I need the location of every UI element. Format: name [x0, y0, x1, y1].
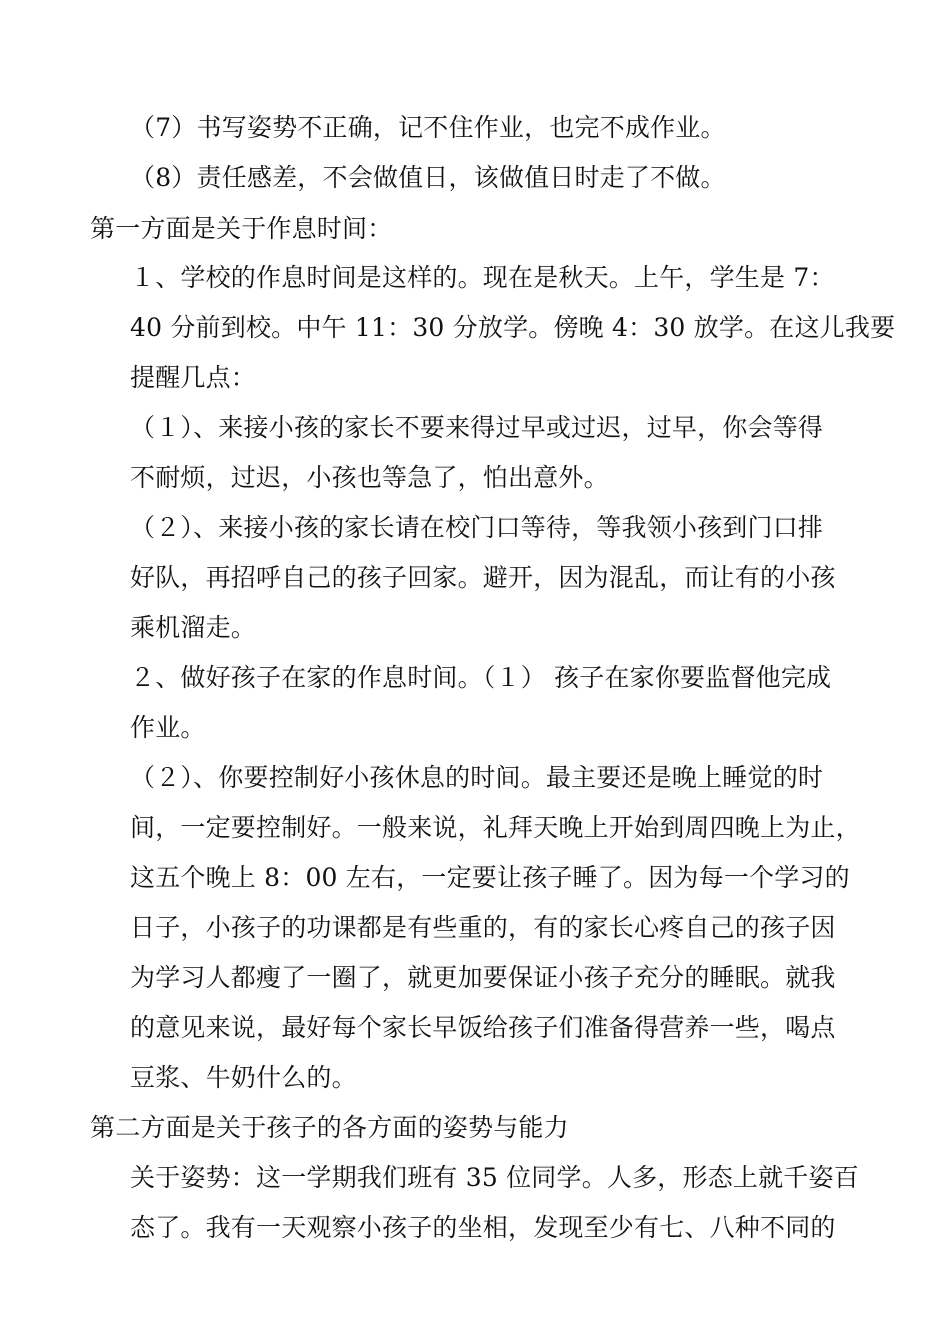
text-line: （１）、来接小孩的家长不要来得过早或过迟，过早，你会等得	[130, 413, 824, 442]
text-line: 好队，再招呼自己的孩子回家。避开，因为混乱，而让有的小孩	[130, 563, 836, 592]
text-line: 这五个晚上 8：00 左右，一定要让孩子睡了。因为每一个学习的	[130, 863, 850, 892]
text-line: （２）、来接小孩的家长请在校门口等待，等我领小孩到门口排	[130, 513, 824, 542]
section-heading: 第一方面是关于作息时间：	[90, 214, 393, 243]
text-line: 豆浆、牛奶什么的。	[130, 1063, 357, 1092]
text-line: 提醒几点：	[130, 363, 257, 392]
text-line: 的意见来说，最好每个家长早饭给孩子们准备得营养一些，喝点	[130, 1013, 836, 1042]
text-line: 为学习人都瘦了一圈了，就更加要保证小孩子充分的睡眠。就我	[130, 963, 836, 992]
text-line: 日子，小孩子的功课都是有些重的，有的家长心疼自己的孩子因	[130, 913, 836, 942]
text-line: 间，一定要控制好。一般来说，礼拜天晚上开始到周四晚上为止，	[130, 813, 861, 842]
text-line: 40 分前到校。中午 11：30 分放学。傍晚 4：30 放学。在这儿我要	[130, 313, 896, 342]
text-line: 乘机溜走。	[130, 613, 257, 642]
text-line: 不耐烦，过迟，小孩也等急了，怕出意外。	[130, 463, 609, 492]
text-line: 作业。	[130, 713, 206, 742]
text-line: 关于姿势：这一学期我们班有 35 位同学。人多，形态上就千姿百	[130, 1163, 859, 1192]
text-line: （２）、你要控制好小孩休息的时间。最主要还是晚上睡觉的时	[130, 763, 824, 792]
text-line: 态了。我有一天观察小孩子的坐相，发现至少有七、八种不同的	[130, 1213, 836, 1242]
text-line: （8）责任感差，不会做值日，该做值日时走了不做。	[130, 163, 726, 192]
text-line: （7）书写姿势不正确，记不住作业，也完不成作业。	[130, 113, 726, 142]
text-line: ２、做好孩子在家的作息时间。（１） 孩子在家你要监督他完成	[130, 663, 832, 692]
section-heading: 第二方面是关于孩子的各方面的姿势与能力	[90, 1113, 569, 1142]
text-line: １、学校的作息时间是这样的。现在是秋天。上午，学生是 7：	[130, 263, 835, 292]
